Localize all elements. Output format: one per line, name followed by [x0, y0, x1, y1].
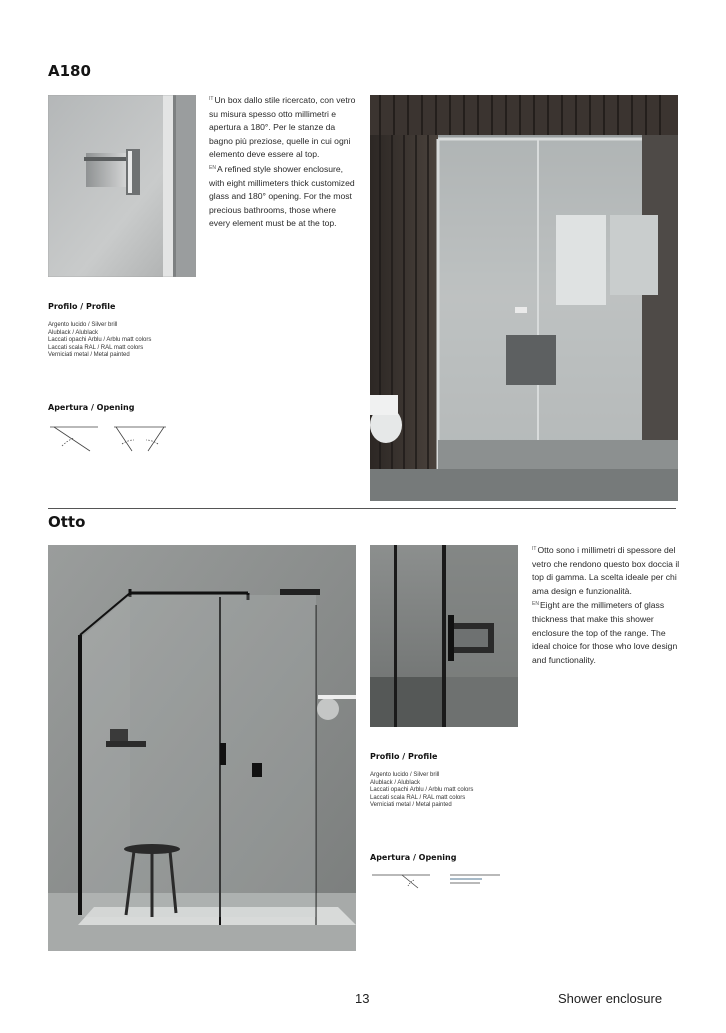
profile-item: Laccati opachi Arblu / Arblu matt colors	[48, 337, 152, 344]
lang-en-label: EN	[532, 601, 539, 608]
profile-item: Argento lucido / Silver brill	[48, 322, 118, 328]
page-number: 13	[355, 991, 370, 1006]
profile-item: Laccati scala RAL / RAL matt colors	[370, 794, 466, 801]
profile-item: Alublack / Alublack	[48, 329, 99, 336]
lang-it-label: IT	[532, 546, 537, 552]
a180-opening-heading: Apertura / Opening	[48, 403, 135, 412]
profile-item: Argento lucido / Silver brill	[370, 772, 440, 778]
otto-opening-heading: Apertura / Opening	[370, 853, 457, 862]
section-divider	[48, 508, 676, 509]
lang-it-label: IT	[209, 96, 214, 102]
profile-item: Laccati scala RAL / RAL matt colors	[48, 344, 144, 351]
a180-description	[209, 93, 359, 231]
otto-text-it: $^{IT}$Otto sono i millimetri di spessore del vetro che rendono questo box doccia il top di gamma. La scelta ideale per chi ama design e funzionalità.	[532, 545, 680, 596]
a180-title: A180	[48, 62, 91, 80]
profile-item: Verniciati metal / Metal painted	[370, 802, 452, 809]
otto-text-en: $^{EN}$Eight are the millimeters of glass thickness that make this shower enclosure the top of the range. The ideal choice for those who love design and functionality.	[532, 600, 678, 665]
a180-hinge-photo	[48, 95, 196, 277]
otto-hinge-photo	[370, 545, 518, 727]
otto-room-photo	[48, 545, 356, 951]
profile-item: Laccati opachi Arblu / Arblu matt colors	[370, 787, 474, 794]
otto-opening-diagrams	[370, 872, 504, 900]
otto-profile-heading: Profilo / Profile	[370, 752, 438, 761]
a180-text-en: $^{EN}$A refined style shower enclosure, with eight millimeters thick customized glass and 180° opening. For the most precious bathrooms, those where every element must be at the top.	[209, 163, 355, 229]
a180-opening-diagrams	[48, 424, 172, 456]
otto-description	[532, 543, 682, 667]
footer-section-title: Shower enclosure	[558, 991, 663, 1006]
profile-item: Verniciati metal / Metal painted	[48, 352, 130, 359]
lang-en-label: EN	[209, 164, 216, 171]
a180-text-it: $^{IT}$Un box dallo stile ricercato, con vetro su misura spesso otto millimetri e apertura a 180°. Per le stanze da bagno più preziose, quelle in cui ogni elemento deve essere al top.	[209, 95, 356, 160]
a180-profile-list	[48, 322, 151, 360]
otto-title: Otto	[48, 513, 86, 531]
otto-profile-list	[370, 772, 473, 810]
a180-room-photo	[370, 95, 678, 501]
profile-item: Alublack / Alublack	[370, 779, 421, 786]
a180-profile-heading: Profilo / Profile	[48, 302, 116, 311]
